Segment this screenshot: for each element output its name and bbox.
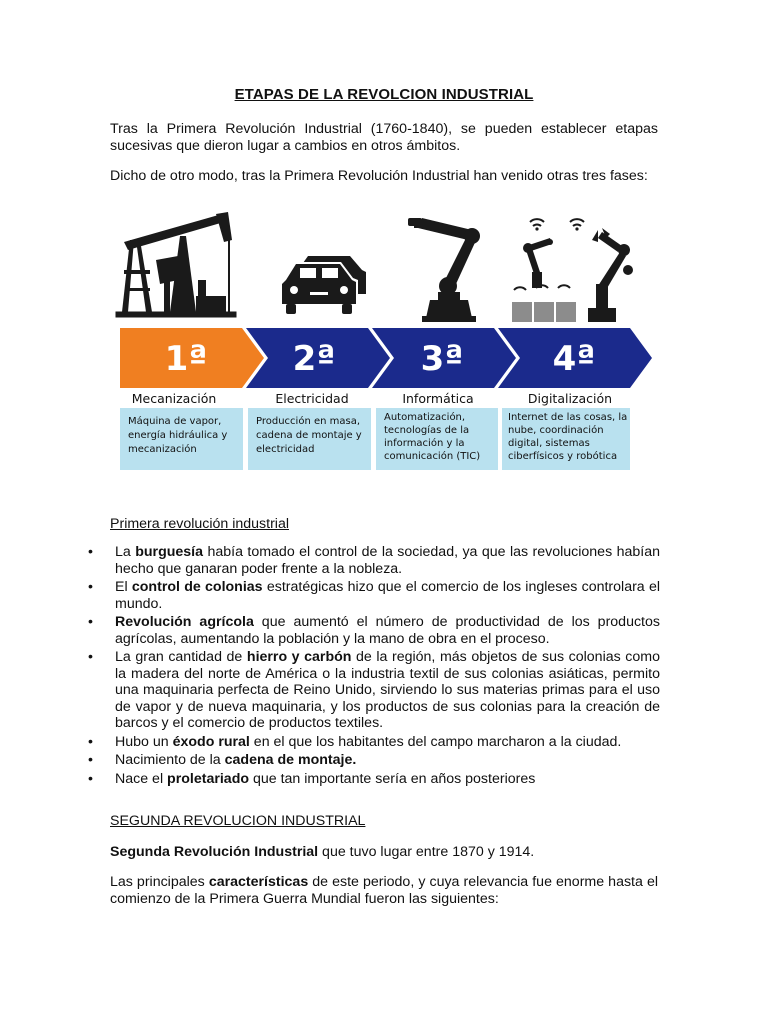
list-item: • La burguesía había tomado el control de la sociedad, ya que las revoluciones habían hecho que ganaran poder frente a la nobleza.	[88, 544, 660, 577]
stage-4-name: Digitalización	[527, 391, 613, 406]
stage-2-number: 2ª	[292, 339, 336, 379]
stage-1-number: 1ª	[164, 339, 208, 379]
stage-1-name: Mecanización	[131, 391, 217, 406]
list-item: • El control de colonias estratégicas hizo que el comercio de los ingleses controlara el mundo.	[88, 579, 660, 612]
stage-4-number: 4ª	[552, 339, 596, 379]
intro-paragraph-1: Tras la Primera Revolución Industrial (1760-1840), se pueden establecer etapas sucesivas que dieron lugar a cambios en otros ámbitos.	[110, 121, 658, 154]
section-2-heading: SEGUNDA REVOLUCION INDUSTRIAL	[110, 813, 366, 829]
bullet-icon: •	[88, 614, 93, 630]
section-2-paragraph-2: Las principales características de este periodo, y cuya relevancia fue enorme hasta el comienzo de la Primera Guerra Mundial fueron las siguientes:	[110, 874, 658, 907]
list-item: • Hubo un éxodo rural en el que los habitantes del campo marcharon a la ciudad.	[88, 733, 622, 750]
list-item: • Nacimiento de la cadena de montaje.	[88, 752, 357, 768]
bullet-icon: •	[88, 544, 93, 560]
section-2-paragraph-1: Segunda Revolución Industrial que tuvo lugar entre 1870 y 1914.	[110, 844, 535, 860]
stage-2-name: Electricidad	[275, 391, 349, 406]
page-title: ETAPAS DE LA REVOLCION INDUSTRIAL	[234, 86, 534, 103]
bullet-icon: •	[88, 579, 93, 595]
stage-3-name: Informática	[402, 391, 474, 406]
section-1-bullet-list	[88, 544, 660, 789]
list-item: • Revolución agrícola que aumentó el número de productividad de los productos agrícolas, aumentando la población y la mano de obra en el proceso.	[88, 614, 660, 647]
list-item: • Nace el proletariado que tan importante sería en años posteriores	[88, 770, 536, 787]
stage-3-description: Automatización, tecnologías de la información y la comunicación (TIC)	[384, 412, 481, 462]
stage-1-description: Máquina de vapor, energía hidráulica y mecanización	[128, 416, 228, 455]
list-item: • La gran cantidad de hierro y carbón de la región, más objetos de sus colonias como la madera del norte de América o la industria textil de sus colonias asiáticas, permito una maquinaria perfecta de Reino Unido, sirviendo lo sus materias primas para el uso de vapor y de nueva maquinaria, y los productos de sus colonias para la creación de barcos y el comercio de productos textiles.	[88, 649, 660, 731]
section-1-heading: Primera revolución industrial	[110, 516, 289, 532]
bullet-icon: •	[88, 733, 93, 750]
bullet-icon: •	[88, 752, 93, 768]
stage-3-number: 3ª	[420, 339, 464, 379]
bullet-icon: •	[88, 770, 93, 787]
bullet-icon: •	[88, 649, 93, 665]
intro-paragraph-2: Dicho de otro modo, tras la Primera Revolución Industrial han venido otras tres fases:	[110, 168, 648, 184]
industrial-revolution-stages-infographic	[112, 200, 660, 474]
stage-2-description: Producción en masa, cadena de montaje y electricidad	[256, 416, 362, 455]
stage-4-description: Internet de las cosas, la nube, coordinación digital, sistemas ciberfísicos y robótica	[508, 412, 628, 462]
